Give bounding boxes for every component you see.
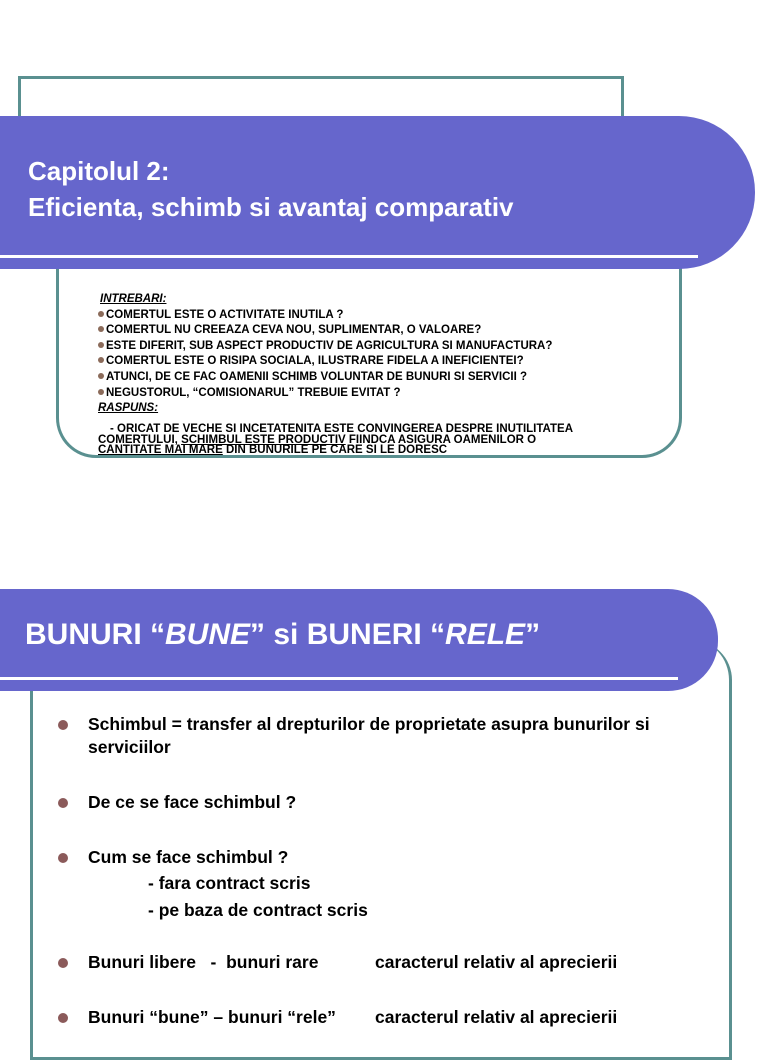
list-item: Bunuri libere - bunuri rare caracterul relativ al aprecierii (58, 951, 718, 974)
questions-block (98, 292, 658, 456)
question-item: COMERTUL ESTE O ACTIVITATE INUTILA ? (98, 308, 658, 324)
bullet-list (58, 713, 718, 1029)
bullet-icon (58, 1013, 68, 1023)
question-item: COMERTUL ESTE O RISIPA SOCIALA, ILUSTRARE FIDELA A INEFICIENTEI? (98, 354, 658, 370)
bullet-icon (98, 311, 104, 317)
slide1-banner-underline (0, 255, 698, 258)
bullet-icon (98, 373, 104, 379)
slide2-title-banner (0, 589, 718, 691)
list-item: Bunuri “bune” – bunuri “rele” caracterul relativ al aprecierii (58, 1006, 718, 1029)
bullet-icon (98, 326, 104, 332)
question-item: ESTE DIFERIT, SUB ASPECT PRODUCTIV DE AGRICULTURA SI MANUFACTURA? (98, 339, 658, 355)
answer-line-1: - ORICAT DE VECHE SI INCETATENITA ESTE CONVINGEREA DESPRE INUTILITATEA (110, 422, 574, 435)
list-item: De ce se face schimbul ? (58, 791, 718, 814)
slide2-title: BUNURI “BUNE” si BUNERI “RELE” (25, 618, 541, 651)
bullet-icon (98, 357, 104, 363)
question-item: ATUNCI, DE CE FAC OAMENII SCHIMB VOLUNTAR DE BUNURI SI SERVICII ? (98, 370, 658, 386)
questions-heading: INTREBARI: (100, 293, 167, 305)
slide1-title-line1: Capitolul 2: (28, 156, 170, 186)
answer-heading: RASPUNS: (98, 402, 159, 415)
answer-line-3: CANTITATE MAI MARE DIN BUNURILE PE CARE SI LE DORESC (98, 444, 448, 457)
answer-line-2: COMERTULUI, SCHIMBUL ESTE PRODUCTIV FIINDCA ASIGURA OAMENILOR O (98, 433, 537, 446)
slide-chapter-2 (0, 0, 768, 470)
slide1-title-line2: Eficienta, schimb si avantaj comparativ (28, 192, 514, 222)
bullet-icon (98, 342, 104, 348)
question-item: NEGUSTORUL, “COMISIONARUL” TREBUIE EVITAT ? (98, 386, 658, 402)
slide1-title-banner (0, 116, 755, 269)
question-item: COMERTUL NU CREEAZA CEVA NOU, SUPLIMENTAR, O VALOARE? (98, 323, 658, 339)
list-item: Cum se face schimbul ? - fara contract scris - pe baza de contract scris (58, 846, 718, 923)
list-item: Schimbul = transfer al drepturilor de proprietate asupra bunurilor si serviciilor (58, 713, 718, 759)
slide-bunuri (0, 560, 768, 1027)
slide2-banner-underline (0, 677, 678, 680)
bullet-icon (98, 389, 104, 395)
bullet-icon (58, 853, 68, 863)
bullet-icon (58, 958, 68, 968)
bullet-icon (58, 798, 68, 808)
bullet-icon (58, 720, 68, 730)
